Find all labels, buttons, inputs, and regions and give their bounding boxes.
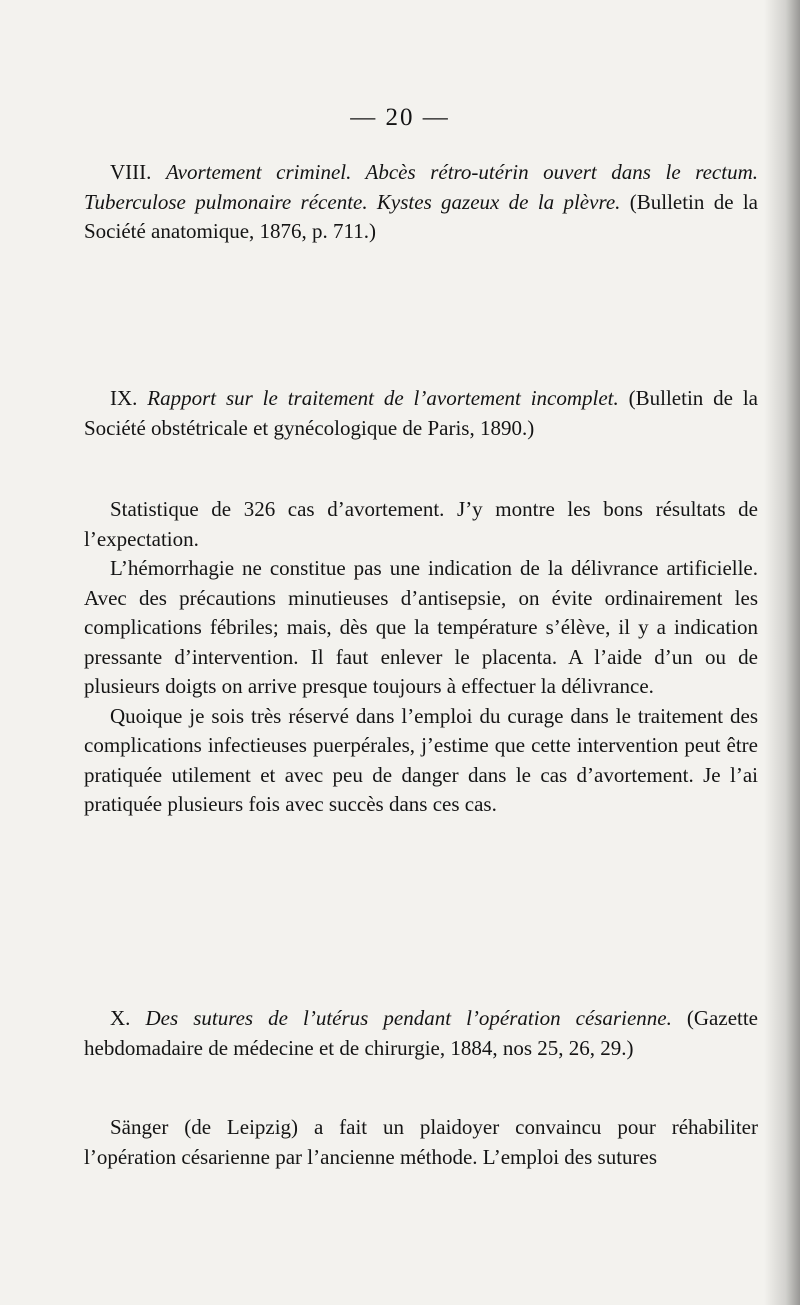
section-numeral: IX. <box>110 386 138 410</box>
section-title: Des sutures de l’utérus pendant l’opération césarienne. <box>145 1006 672 1030</box>
section-viii-heading <box>84 158 758 247</box>
section-numeral: VIII. <box>110 160 152 184</box>
page-number: — 20 — <box>350 104 450 131</box>
section-x-heading <box>84 1004 758 1063</box>
paragraph: Quoique je sois très réservé dans l’emploi du curage dans le traitement des complications infectieuses puerpérales, j’estime que cette intervention peut être pratiquée utilement et avec peu de danger dans le cas d’avortement. Je l’ai pratiquée plusieurs fois avec succès dans ces cas. <box>84 703 758 816</box>
section-x-body <box>84 1113 758 1172</box>
page-edge-shadow <box>764 0 800 1305</box>
section-ix <box>84 384 758 443</box>
section-x <box>84 1004 758 1063</box>
paragraph: Sänger (de Leipzig) a fait un plaidoyer convaincu pour réhabiliter l’opération césarienne par l’ancienne méthode. L’emploi des sutures <box>84 1115 758 1169</box>
section-numeral: X. <box>110 1006 131 1030</box>
section-source: (Gazette hebdomadaire de médecine et de chirurgie, 1884, nos 25, 26, 29.) <box>84 1006 759 1060</box>
section-title: Avortement criminel. Abcès rétro-utérin ouvert dans le rectum. Tuberculose pulmonaire récente. Kystes gazeux de la plèvre. <box>84 160 758 214</box>
section-source: (Bulletin de la Société obstétricale et gynécologique de Paris, 1890.) <box>84 386 758 440</box>
paragraph: L’hémorrhagie ne constitue pas une indication de la délivrance artificielle. Avec des précautions minutieuses d’antisepsie, on évite ordinairement les complications fébriles; mais, dès que la température s’élève, il y a indication pressante d’intervention. Il faut enlever le placenta. A l’aide d’un ou de plusieurs doigts on arrive presque toujours à effectuer la délivrance. <box>84 556 758 698</box>
section-title: Rapport sur le traitement de l’avortement incomplet. <box>147 386 619 410</box>
paragraph: Statistique de 326 cas d’avortement. J’y montre les bons résultats de l’expectation. <box>84 497 758 551</box>
section-ix-heading <box>84 384 758 443</box>
section-ix-body <box>84 495 758 820</box>
section-viii <box>84 158 758 247</box>
section-source: (Bulletin de la Société anatomique, 1876, p. 711.) <box>84 189 758 243</box>
